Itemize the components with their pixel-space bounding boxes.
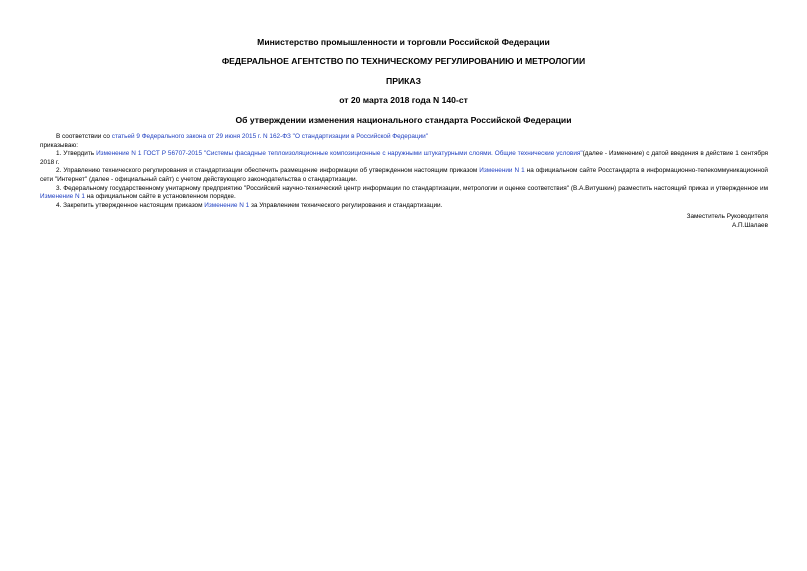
item-4-suffix: за Управлением технического регулирования и стандартизации. [249,201,443,209]
item-3-suffix: на официальном сайте в установленном порядке. [84,193,236,201]
item-1-paragraph [40,150,768,167]
signatory-position: Заместитель Руководителя [686,213,768,221]
item-2-suffix: на официальном сайте Росстандарта в информационно-телекоммуникационной сети "Интернет" (далее - официальный сайт) с учетом действующего законодательства о стандартизации. [40,167,768,183]
amendment-link-item-2[interactable]: Изменении N 1 [479,167,525,175]
order-word: приказываю: [40,141,78,149]
item-4-paragraph [40,202,768,211]
item-3-paragraph [40,185,768,202]
document-type-heading: ПРИКАЗ [386,76,421,86]
item-1-prefix: 1. Утвердить [56,150,97,158]
preamble-text: В соответствии со [56,133,112,140]
federal-law-link[interactable]: статьей 9 Федерального закона от 29 июня 2015 г. N 162-ФЗ "О стандартизации в Российской Федерации" [111,133,429,140]
item-4-prefix: 4. Закрепить утвержденное настоящим приказом [56,201,205,209]
item-3-prefix: 3. Федеральному государственному унитарному предприятию "Российский научно-технический центр информации по стандартизации, метрологии и оценке соответствия" (В.А.Витушкин) разместить настоящий приказ и утвержденное им [56,184,768,192]
item-2-prefix: 2. Управлению технического регулирования и стандартизации обеспечить размещение информации об утвержденном настоящим приказом [56,167,480,175]
amendment-link-item-4[interactable]: Изменение N 1 [204,201,250,209]
document-date-number: от 20 марта 2018 года N 140-ст [339,95,468,105]
standard-amendment-link[interactable]: Изменение N 1 ГОСТ Р 56707-2015 "Системы фасадные теплоизоляционные композиционные с наружными штукатурными слоями. Общие технические условия" [96,150,583,158]
document-subject-title: Об утверждении изменения национального стандарта Российской Федерации [235,115,572,125]
item-2-paragraph [40,167,768,184]
preamble-paragraph [40,133,768,142]
agency-heading: ФЕДЕРАЛЬНОЕ АГЕНТСТВО ПО ТЕХНИЧЕСКОМУ РЕГУЛИРОВАНИЮ И МЕТРОЛОГИИ [221,56,586,66]
signatory-name: А.П.Шалаев [731,221,768,229]
item-1-suffix: (далее - Изменение) с датой введения в действие 1 сентября 2018 г. [40,150,769,166]
amendment-link-item-3[interactable]: Изменение N 1 [40,193,85,201]
document-body [40,133,768,231]
ministry-heading: Министерство промышленности и торговли Российской Федерации [257,37,550,47]
